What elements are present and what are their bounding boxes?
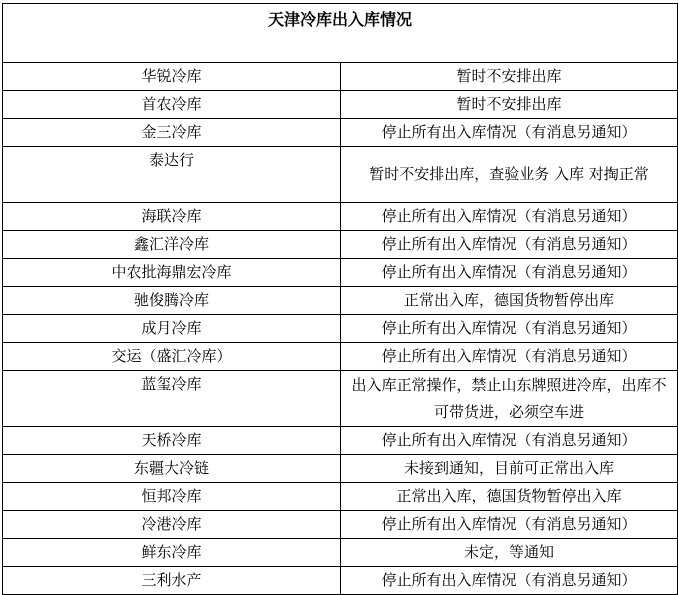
warehouse-status: 停止所有出入库情况（有消息另通知） bbox=[341, 567, 678, 595]
table-row bbox=[3, 483, 678, 511]
warehouse-status-table bbox=[2, 3, 678, 595]
warehouse-name: 恒邦冷库 bbox=[3, 483, 341, 511]
warehouse-name: 鲜东冷库 bbox=[3, 539, 341, 567]
warehouse-status: 停止所有出入库情况（有消息另通知） bbox=[341, 259, 678, 287]
warehouse-name: 蓝玺冷库 bbox=[3, 371, 341, 427]
table-row bbox=[3, 427, 678, 455]
warehouse-status: 正常出入库，德国货物暂停出库 bbox=[341, 287, 678, 315]
warehouse-status: 停止所有出入库情况（有消息另通知） bbox=[341, 511, 678, 539]
warehouse-status: 停止所有出入库情况（有消息另通知） bbox=[341, 231, 678, 259]
table-title: 天津冷库出入库情况 bbox=[3, 4, 678, 63]
warehouse-status: 暂时不安排出库，查验业务 入库 对掏正常 bbox=[341, 147, 678, 203]
table-row bbox=[3, 91, 678, 119]
warehouse-status: 正常出入库，德国货物暂停出入库 bbox=[341, 483, 678, 511]
title-row bbox=[3, 4, 678, 63]
table-row bbox=[3, 455, 678, 483]
warehouse-name: 金三冷库 bbox=[3, 119, 341, 147]
table-row bbox=[3, 567, 678, 595]
table-row bbox=[3, 203, 678, 231]
warehouse-status: 未接到通知，目前可正常出入库 bbox=[341, 455, 678, 483]
warehouse-name: 东疆大冷链 bbox=[3, 455, 341, 483]
warehouse-name: 华锐冷库 bbox=[3, 63, 341, 91]
warehouse-name: 冷港冷库 bbox=[3, 511, 341, 539]
table-row bbox=[3, 371, 678, 427]
table-row bbox=[3, 119, 678, 147]
warehouse-name: 中农批海鼎宏冷库 bbox=[3, 259, 341, 287]
table-row bbox=[3, 343, 678, 371]
warehouse-status: 停止所有出入库情况（有消息另通知） bbox=[341, 119, 678, 147]
warehouse-status: 停止所有出入库情况（有消息另通知） bbox=[341, 203, 678, 231]
table-row bbox=[3, 539, 678, 567]
warehouse-status: 出入库正常操作，禁止山东牌照进冷库，出库不可带货进，必须空车进 bbox=[341, 371, 678, 427]
table-row bbox=[3, 511, 678, 539]
table-row bbox=[3, 315, 678, 343]
warehouse-status: 暂时不安排出库 bbox=[341, 63, 678, 91]
table-row bbox=[3, 259, 678, 287]
table-row bbox=[3, 147, 678, 203]
warehouse-name: 成月冷库 bbox=[3, 315, 341, 343]
warehouse-name: 首农冷库 bbox=[3, 91, 341, 119]
warehouse-name: 驰俊腾冷库 bbox=[3, 287, 341, 315]
table-row bbox=[3, 63, 678, 91]
table-row bbox=[3, 287, 678, 315]
warehouse-name: 交运（盛汇冷库） bbox=[3, 343, 341, 371]
warehouse-name: 三利水产 bbox=[3, 567, 341, 595]
warehouse-name: 泰达行 bbox=[3, 147, 341, 203]
table-row bbox=[3, 231, 678, 259]
warehouse-status: 停止所有出入库情况（有消息另通知） bbox=[341, 315, 678, 343]
warehouse-status: 停止所有出入库情况（有消息另通知） bbox=[341, 343, 678, 371]
warehouse-name: 天桥冷库 bbox=[3, 427, 341, 455]
warehouse-status: 停止所有出入库情况（有消息另通知） bbox=[341, 427, 678, 455]
warehouse-name: 鑫汇洋冷库 bbox=[3, 231, 341, 259]
warehouse-status: 未定，等通知 bbox=[341, 539, 678, 567]
warehouse-name: 海联冷库 bbox=[3, 203, 341, 231]
warehouse-status: 暂时不安排出库 bbox=[341, 91, 678, 119]
